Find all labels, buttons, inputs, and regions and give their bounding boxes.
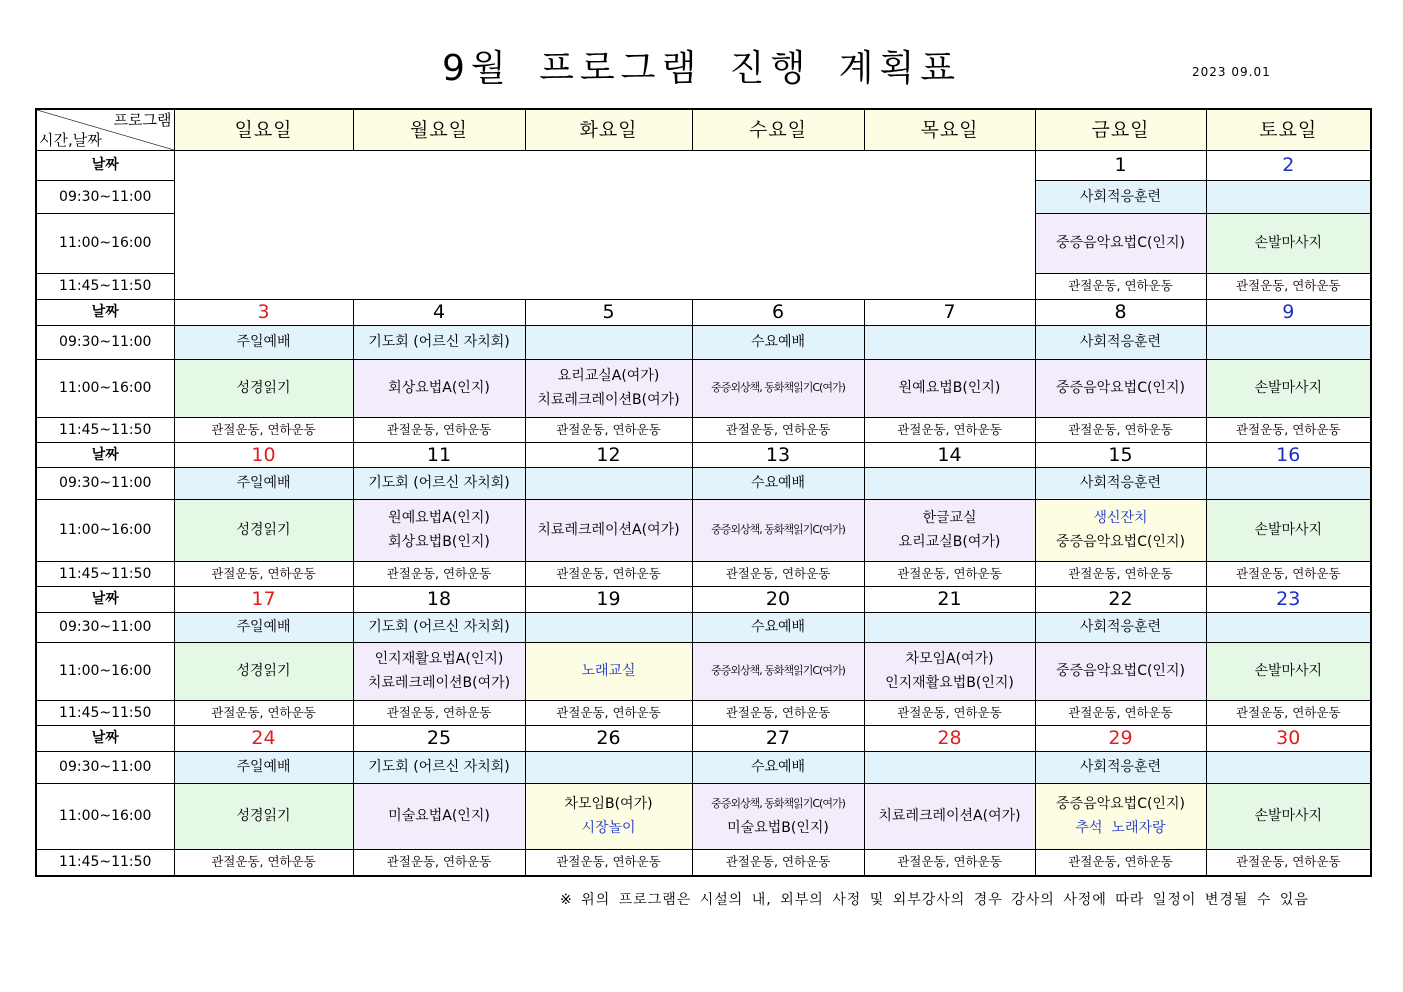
exercise-cell: 관절운동, 연하운동 bbox=[174, 700, 353, 725]
program-cell bbox=[1206, 180, 1371, 213]
date-cell: 7 bbox=[864, 299, 1035, 325]
date-cell: 8 bbox=[1035, 299, 1206, 325]
market-play-label: 시장놀이 bbox=[581, 820, 636, 836]
program-cell: 중증음악요법C(인지) bbox=[1035, 213, 1206, 273]
program-line: 중증외상책, 동화책읽기C(여가) bbox=[711, 797, 845, 810]
week2-exercise-row bbox=[36, 417, 1371, 442]
program-cell: 기도회 (어르신 자치회) bbox=[353, 612, 525, 642]
program-cell bbox=[864, 325, 1035, 359]
program-cell: 노래교실 bbox=[525, 642, 692, 700]
row-label-date: 날짜 bbox=[36, 725, 174, 751]
row-label-time: 09:30~11:00 bbox=[36, 467, 174, 499]
exercise-cell: 관절운동, 연하운동 bbox=[353, 561, 525, 586]
page-title: 9월 프로그램 진행 계획표 bbox=[442, 48, 961, 89]
schedule-table bbox=[35, 108, 1372, 877]
program-cell bbox=[525, 359, 692, 417]
exercise-cell: 관절운동, 연하운동 bbox=[525, 700, 692, 725]
exercise-cell: 관절운동, 연하운동 bbox=[692, 417, 864, 442]
exercise-cell: 관절운동, 연하운동 bbox=[353, 849, 525, 876]
program-line: 원예요법A(인지) bbox=[388, 510, 490, 526]
program-line: 한글교실 bbox=[922, 510, 977, 526]
date-cell: 21 bbox=[864, 586, 1035, 612]
program-line: 중증음악요법C(인지) bbox=[1056, 534, 1185, 550]
exercise-cell: 관절운동, 연하운동 bbox=[525, 417, 692, 442]
week3-date-row bbox=[36, 442, 1371, 467]
program-cell: 수요예배 bbox=[692, 612, 864, 642]
exercise-cell: 관절운동, 연하운동 bbox=[1206, 561, 1371, 586]
date-cell: 15 bbox=[1035, 442, 1206, 467]
empty-cell bbox=[174, 150, 1035, 299]
program-cell: 주일예배 bbox=[174, 467, 353, 499]
exercise-cell: 관절운동, 연하운동 bbox=[1206, 273, 1371, 299]
week5-exercise-row bbox=[36, 849, 1371, 876]
program-line: 차모임A(여가) bbox=[905, 651, 994, 667]
date-cell: 10 bbox=[174, 442, 353, 467]
program-cell bbox=[864, 751, 1035, 783]
footnote: ※ 위의 프로그램은 시설의 내, 외부의 사정 및 외부강사의 경우 강사의 사정에 따라 일정이 변경될 수 있음 bbox=[560, 892, 1309, 908]
program-cell: 수요예배 bbox=[692, 467, 864, 499]
program-cell: 회상요법A(인지) bbox=[353, 359, 525, 417]
program-cell bbox=[864, 612, 1035, 642]
day-header-tue: 화요일 bbox=[525, 109, 692, 150]
day-header-fri: 금요일 bbox=[1035, 109, 1206, 150]
program-cell: 주일예배 bbox=[174, 612, 353, 642]
row-label-time: 09:30~11:00 bbox=[36, 751, 174, 783]
exercise-cell: 관절운동, 연하운동 bbox=[353, 700, 525, 725]
program-cell: 중증외상책, 동화책읽기C(여가) bbox=[692, 499, 864, 561]
date-cell: 17 bbox=[174, 586, 353, 612]
day-header-wed: 수요일 bbox=[692, 109, 864, 150]
program-line: 치료레크레이션B(여가) bbox=[537, 392, 680, 408]
program-line: 치료레크레이션B(여가) bbox=[367, 675, 511, 691]
program-cell: 사회적응훈련 bbox=[1035, 612, 1206, 642]
program-cell bbox=[864, 467, 1035, 499]
date-cell: 12 bbox=[525, 442, 692, 467]
program-cell: 기도회 (어르신 자치회) bbox=[353, 467, 525, 499]
exercise-cell: 관절운동, 연하운동 bbox=[864, 561, 1035, 586]
exercise-cell: 관절운동, 연하운동 bbox=[864, 700, 1035, 725]
program-cell bbox=[864, 499, 1035, 561]
week4-exercise-row bbox=[36, 700, 1371, 725]
program-cell: 사회적응훈련 bbox=[1035, 751, 1206, 783]
program-cell: 수요예배 bbox=[692, 751, 864, 783]
program-cell: 손발마사지 bbox=[1206, 359, 1371, 417]
program-cell bbox=[692, 783, 864, 849]
program-cell: 성경읽기 bbox=[174, 499, 353, 561]
program-line: 요리교실B(여가) bbox=[898, 534, 1001, 550]
program-cell: 중증음악요법C(인지) bbox=[1035, 359, 1206, 417]
exercise-cell: 관절운동, 연하운동 bbox=[353, 417, 525, 442]
date-cell: 2 bbox=[1206, 150, 1371, 180]
exercise-cell: 관절운동, 연하운동 bbox=[1206, 700, 1371, 725]
corner-time-label: 시간,날짜 bbox=[39, 130, 102, 149]
corner-program-label: 프로그램 bbox=[113, 111, 172, 129]
program-cell: 기도회 (어르신 자치회) bbox=[353, 325, 525, 359]
exercise-cell: 관절운동, 연하운동 bbox=[692, 561, 864, 586]
program-cell bbox=[1206, 325, 1371, 359]
week3-morning-row bbox=[36, 467, 1371, 499]
exercise-cell: 관절운동, 연하운동 bbox=[174, 561, 353, 586]
program-cell bbox=[525, 325, 692, 359]
program-line: 차모임B(여가) bbox=[564, 796, 653, 812]
date-cell: 14 bbox=[864, 442, 1035, 467]
exercise-cell: 관절운동, 연하운동 bbox=[1035, 561, 1206, 586]
row-label-time: 11:00~16:00 bbox=[36, 359, 174, 417]
program-cell bbox=[1035, 499, 1206, 561]
week3-exercise-row bbox=[36, 561, 1371, 586]
row-label-time: 09:30~11:00 bbox=[36, 180, 174, 213]
program-cell: 수요예배 bbox=[692, 325, 864, 359]
exercise-cell: 관절운동, 연하운동 bbox=[1035, 849, 1206, 876]
program-cell: 사회적응훈련 bbox=[1035, 325, 1206, 359]
program-cell: 미술요법A(인지) bbox=[353, 783, 525, 849]
week2-morning-row bbox=[36, 325, 1371, 359]
program-cell: 주일예배 bbox=[174, 325, 353, 359]
date-cell: 20 bbox=[692, 586, 864, 612]
exercise-cell: 관절운동, 연하운동 bbox=[525, 849, 692, 876]
day-header-mon: 월요일 bbox=[353, 109, 525, 150]
program-cell: 중증음악요법C(인지) bbox=[1035, 642, 1206, 700]
issue-date: 2023 09.01 bbox=[1192, 65, 1271, 79]
exercise-cell: 관절운동, 연하운동 bbox=[1206, 849, 1371, 876]
date-cell: 27 bbox=[692, 725, 864, 751]
date-cell: 3 bbox=[174, 299, 353, 325]
program-line: 요리교실A(여가) bbox=[557, 368, 660, 384]
week4-main-row bbox=[36, 642, 1371, 700]
header-row bbox=[36, 109, 1371, 150]
date-cell: 9 bbox=[1206, 299, 1371, 325]
program-cell bbox=[1035, 783, 1206, 849]
date-cell: 24 bbox=[174, 725, 353, 751]
program-cell: 손발마사지 bbox=[1206, 783, 1371, 849]
program-cell: 원예요법B(인지) bbox=[864, 359, 1035, 417]
exercise-cell: 관절운동, 연하운동 bbox=[174, 849, 353, 876]
week2-main-row bbox=[36, 359, 1371, 417]
date-cell: 29 bbox=[1035, 725, 1206, 751]
date-cell: 30 bbox=[1206, 725, 1371, 751]
date-cell: 4 bbox=[353, 299, 525, 325]
date-cell: 13 bbox=[692, 442, 864, 467]
row-label-time: 11:45~11:50 bbox=[36, 700, 174, 725]
program-line: 회상요법B(인지) bbox=[388, 534, 490, 550]
program-cell bbox=[525, 612, 692, 642]
row-label-time: 11:00~16:00 bbox=[36, 642, 174, 700]
program-cell: 손발마사지 bbox=[1206, 499, 1371, 561]
program-line: 중증음악요법C(인지) bbox=[1056, 796, 1185, 812]
row-label-date: 날짜 bbox=[36, 442, 174, 467]
program-cell: 중증외상책, 동화책읽기C(여가) bbox=[692, 359, 864, 417]
program-cell bbox=[353, 642, 525, 700]
exercise-cell: 관절운동, 연하운동 bbox=[864, 417, 1035, 442]
program-cell bbox=[525, 751, 692, 783]
exercise-cell: 관절운동, 연하운동 bbox=[692, 700, 864, 725]
date-cell: 5 bbox=[525, 299, 692, 325]
program-cell: 치료레크레이션A(여가) bbox=[525, 499, 692, 561]
program-cell bbox=[1206, 612, 1371, 642]
program-cell: 사회적응훈련 bbox=[1035, 180, 1206, 213]
program-cell bbox=[353, 499, 525, 561]
row-label-time: 11:00~16:00 bbox=[36, 783, 174, 849]
date-cell: 16 bbox=[1206, 442, 1371, 467]
row-label-time: 11:00~16:00 bbox=[36, 499, 174, 561]
program-cell: 성경읽기 bbox=[174, 642, 353, 700]
week4-date-row bbox=[36, 586, 1371, 612]
week5-main-row bbox=[36, 783, 1371, 849]
birthday-party-label: 생신잔치 bbox=[1093, 510, 1148, 526]
week3-main-row bbox=[36, 499, 1371, 561]
exercise-cell: 관절운동, 연하운동 bbox=[525, 561, 692, 586]
date-cell: 22 bbox=[1035, 586, 1206, 612]
date-cell: 26 bbox=[525, 725, 692, 751]
program-cell: 손발마사지 bbox=[1206, 642, 1371, 700]
row-label-time: 11:45~11:50 bbox=[36, 273, 174, 299]
date-cell: 6 bbox=[692, 299, 864, 325]
row-label-time: 11:45~11:50 bbox=[36, 561, 174, 586]
program-cell: 사회적응훈련 bbox=[1035, 467, 1206, 499]
program-cell: 손발마사지 bbox=[1206, 213, 1371, 273]
date-cell: 25 bbox=[353, 725, 525, 751]
program-line: 인지재활요법B(인지) bbox=[885, 675, 1014, 691]
program-cell bbox=[864, 642, 1035, 700]
row-label-date: 날짜 bbox=[36, 150, 174, 180]
program-cell bbox=[1206, 467, 1371, 499]
program-cell bbox=[1206, 751, 1371, 783]
date-cell: 18 bbox=[353, 586, 525, 612]
date-cell: 11 bbox=[353, 442, 525, 467]
row-label-time: 11:45~11:50 bbox=[36, 849, 174, 876]
exercise-cell: 관절운동, 연하운동 bbox=[174, 417, 353, 442]
exercise-cell: 관절운동, 연하운동 bbox=[692, 849, 864, 876]
exercise-cell: 관절운동, 연하운동 bbox=[1035, 700, 1206, 725]
date-cell: 28 bbox=[864, 725, 1035, 751]
week1-date-row bbox=[36, 150, 1371, 180]
row-label-time: 11:00~16:00 bbox=[36, 213, 174, 273]
week2-date-row bbox=[36, 299, 1371, 325]
week5-date-row bbox=[36, 725, 1371, 751]
program-cell: 성경읽기 bbox=[174, 783, 353, 849]
date-cell: 1 bbox=[1035, 150, 1206, 180]
program-line: 인지재활요법A(인지) bbox=[374, 651, 504, 667]
exercise-cell: 관절운동, 연하운동 bbox=[1035, 417, 1206, 442]
day-header-sun: 일요일 bbox=[174, 109, 353, 150]
day-header-thu: 목요일 bbox=[864, 109, 1035, 150]
program-cell bbox=[525, 467, 692, 499]
date-cell: 23 bbox=[1206, 586, 1371, 612]
program-cell bbox=[525, 783, 692, 849]
row-label-date: 날짜 bbox=[36, 586, 174, 612]
week4-morning-row bbox=[36, 612, 1371, 642]
chuseok-singing-label: 추석 노래자랑 bbox=[1075, 820, 1166, 836]
week5-morning-row bbox=[36, 751, 1371, 783]
row-label-time: 09:30~11:00 bbox=[36, 612, 174, 642]
program-cell: 치료레크레이션A(여가) bbox=[864, 783, 1035, 849]
row-label-time: 09:30~11:00 bbox=[36, 325, 174, 359]
date-cell: 19 bbox=[525, 586, 692, 612]
program-cell: 기도회 (어르신 자치회) bbox=[353, 751, 525, 783]
program-line: 미술요법B(인지) bbox=[727, 820, 829, 836]
row-label-time: 11:45~11:50 bbox=[36, 417, 174, 442]
corner-cell bbox=[36, 109, 174, 150]
program-cell: 주일예배 bbox=[174, 751, 353, 783]
program-cell: 성경읽기 bbox=[174, 359, 353, 417]
exercise-cell: 관절운동, 연하운동 bbox=[1206, 417, 1371, 442]
exercise-cell: 관절운동, 연하운동 bbox=[864, 849, 1035, 876]
program-cell: 중증외상책, 동화책읽기C(여가) bbox=[692, 642, 864, 700]
exercise-cell: 관절운동, 연하운동 bbox=[1035, 273, 1206, 299]
row-label-date: 날짜 bbox=[36, 299, 174, 325]
day-header-sat: 토요일 bbox=[1206, 109, 1371, 150]
